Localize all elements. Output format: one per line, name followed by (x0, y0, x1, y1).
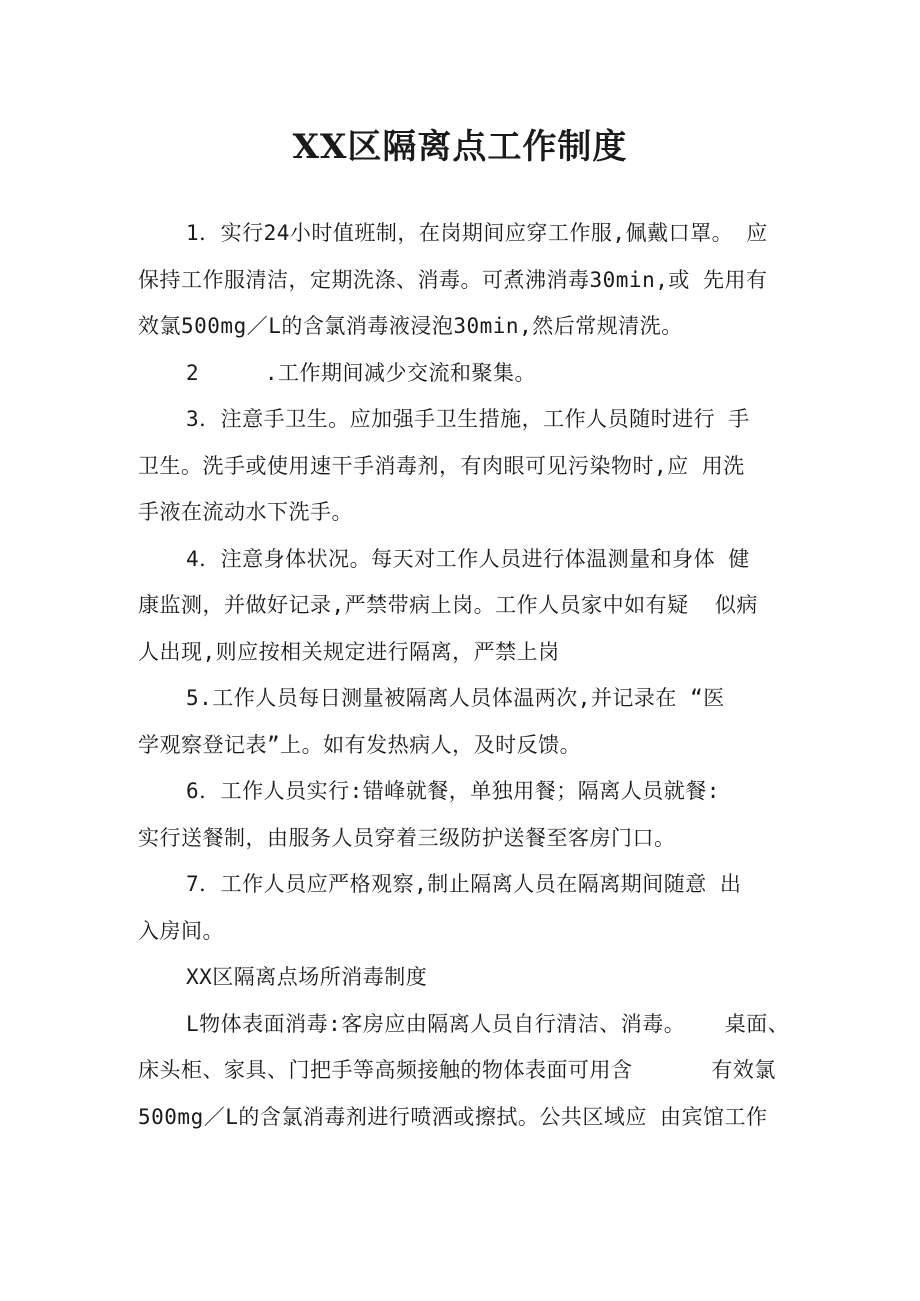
paragraph-4-line-1: 4．注意身体状况。每天对工作人员进行体温测量和身体 健 (186, 546, 750, 571)
paragraph-6-line-1: 6．工作人员实行:错峰就餐，单独用餐；隔离人员就餐: (186, 779, 720, 803)
paragraph-8-line-2: 床头柜、家具、门把手等高频接触的物体表面可用含 有效氯 (138, 1058, 776, 1082)
paragraph-6-line-2: 实行送餐制，由服务人员穿着三级防护送餐至客房门口。 (138, 825, 676, 850)
paragraph-2-line-1: 2 .工作期间减少交流和聚集。 (186, 360, 537, 385)
paragraph-1-line-1: 1．实行24小时值班制，在岗期间应穿工作服,佩戴口罩。 应 (186, 221, 768, 245)
paragraph-7-line-2: 入房间。 (138, 918, 224, 943)
paragraph-8-line-1: L物体表面消毒:客房应由隔离人员自行清洁、消毒。 桌面、 (186, 1011, 790, 1036)
paragraph-3-line-1: 3．注意手卫生。应加强手卫生措施，工作人员随时进行 手 (186, 407, 750, 431)
document-title: XX区隔离点工作制度 (292, 127, 628, 167)
paragraph-5-line-2: 学观察登记表”上。如有发热病人，及时反馈。 (138, 732, 582, 757)
paragraph-4-line-3: 人出现,则应按相关规定进行隔离，严禁上岗 (138, 639, 560, 664)
paragraph-5-line-1: 5.工作人员每日测量被隔离人员体温两次,并记录在 “医 (186, 686, 725, 710)
paragraph-1-line-3: 效氯500mg／L的含氯消毒液浸泡30min,然后常规清洗。 (138, 314, 683, 338)
section-heading: XX区隔离点场所消毒制度 (186, 965, 428, 989)
paragraph-1-line-2: 保持工作服清洁，定期洗涤、消毒。可煮沸消毒30min,或 先用有 (138, 267, 768, 292)
paragraph-3-line-3: 手液在流动水下洗手。 (138, 500, 353, 524)
document-body (138, 210, 818, 1140)
paragraph-4-line-2: 康监测，并做好记录,严禁带病上岗。工作人员家中如有疑 似病 (138, 593, 758, 617)
paragraph-8-line-3: 500mg／L的含氯消毒剂进行喷洒或擦拭。公共区域应 由宾馆工作 (138, 1104, 768, 1129)
paragraph-7-line-1: 7．工作人员应严格观察,制止隔离人员在隔离期间随意 出 (186, 872, 742, 896)
paragraph-3-line-2: 卫生。洗手或使用速干手消毒剂，有肉眼可见污染物时,应 用洗 (138, 453, 745, 478)
